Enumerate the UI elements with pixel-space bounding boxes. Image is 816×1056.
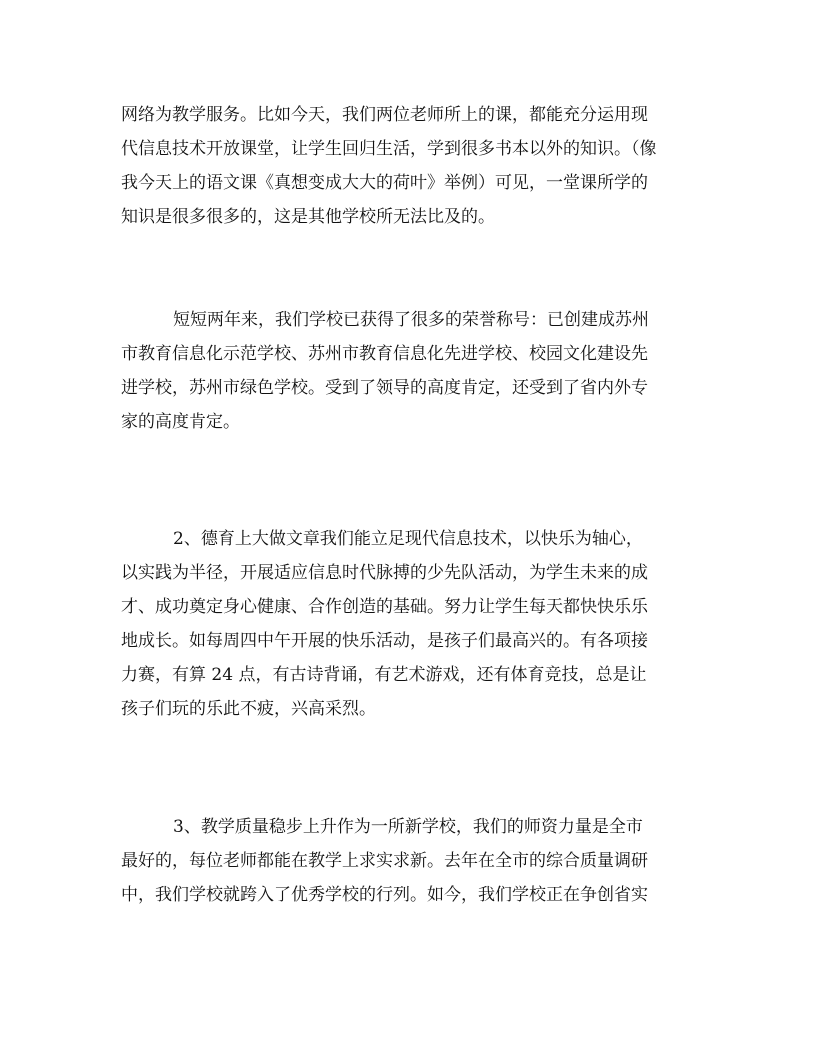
paragraph-line: 短短两年来，我们学校已获得了很多的荣誉称号：已创建成苏州 — [173, 310, 649, 330]
paragraph-line: 地成长。如每周四中午开展的快乐活动，是孩子们最高兴的。有各项接 — [121, 631, 648, 651]
paragraph-line: 3、教学质量稳步上升作为一所新学校，我们的师资力量是全市 — [173, 817, 643, 837]
paragraph-line: 才、成功奠定身心健康、合作创造的基础。努力让学生每天都快快乐乐 — [121, 597, 648, 617]
paragraph-line: 市教育信息化示范学校、苏州市教育信息化先进学校、校园文化建设先 — [121, 344, 648, 364]
paragraph-3 — [121, 522, 701, 726]
paragraph-line: 以实践为半径，开展适应信息时代脉搏的少先队活动，为学生未来的成 — [121, 563, 648, 583]
paragraph-line: 家的高度肯定。 — [121, 412, 240, 432]
paragraph-line: 孩子们玩的乐此不疲，兴高采烈。 — [121, 699, 376, 719]
paragraph-line: 2、德育上大做文章我们能立足现代信息技术，以快乐为轴心， — [173, 529, 643, 549]
paragraph-2 — [121, 303, 701, 439]
paragraph-line: 力赛，有算 24 点，有古诗背诵，有艺术游戏，还有体育竞技，总是让 — [121, 665, 647, 685]
paragraph-line: 网络为教学服务。比如今天，我们两位老师所上的课，都能充分运用现 — [121, 105, 648, 125]
paragraph-4 — [121, 810, 701, 912]
paragraph-line: 我今天上的语文课《真想变成大大的荷叶》举例）可见，一堂课所学的 — [121, 173, 648, 193]
paragraph-line: 知识是很多很多的，这是其他学校所无法比及的。 — [121, 207, 495, 227]
paragraph-line: 代信息技术开放课堂，让学生回归生活，学到很多书本以外的知识。（像 — [121, 139, 657, 159]
paragraph-line: 进学校，苏州市绿色学校。受到了领导的高度肯定，还受到了省内外专 — [121, 378, 648, 398]
paragraph-line: 中，我们学校就跨入了优秀学校的行列。如今，我们学校正在争创省实 — [121, 885, 648, 905]
paragraph-1 — [121, 98, 701, 234]
paragraph-line: 最好的，每位老师都能在教学上求实求新。去年在全市的综合质量调研 — [121, 851, 648, 871]
